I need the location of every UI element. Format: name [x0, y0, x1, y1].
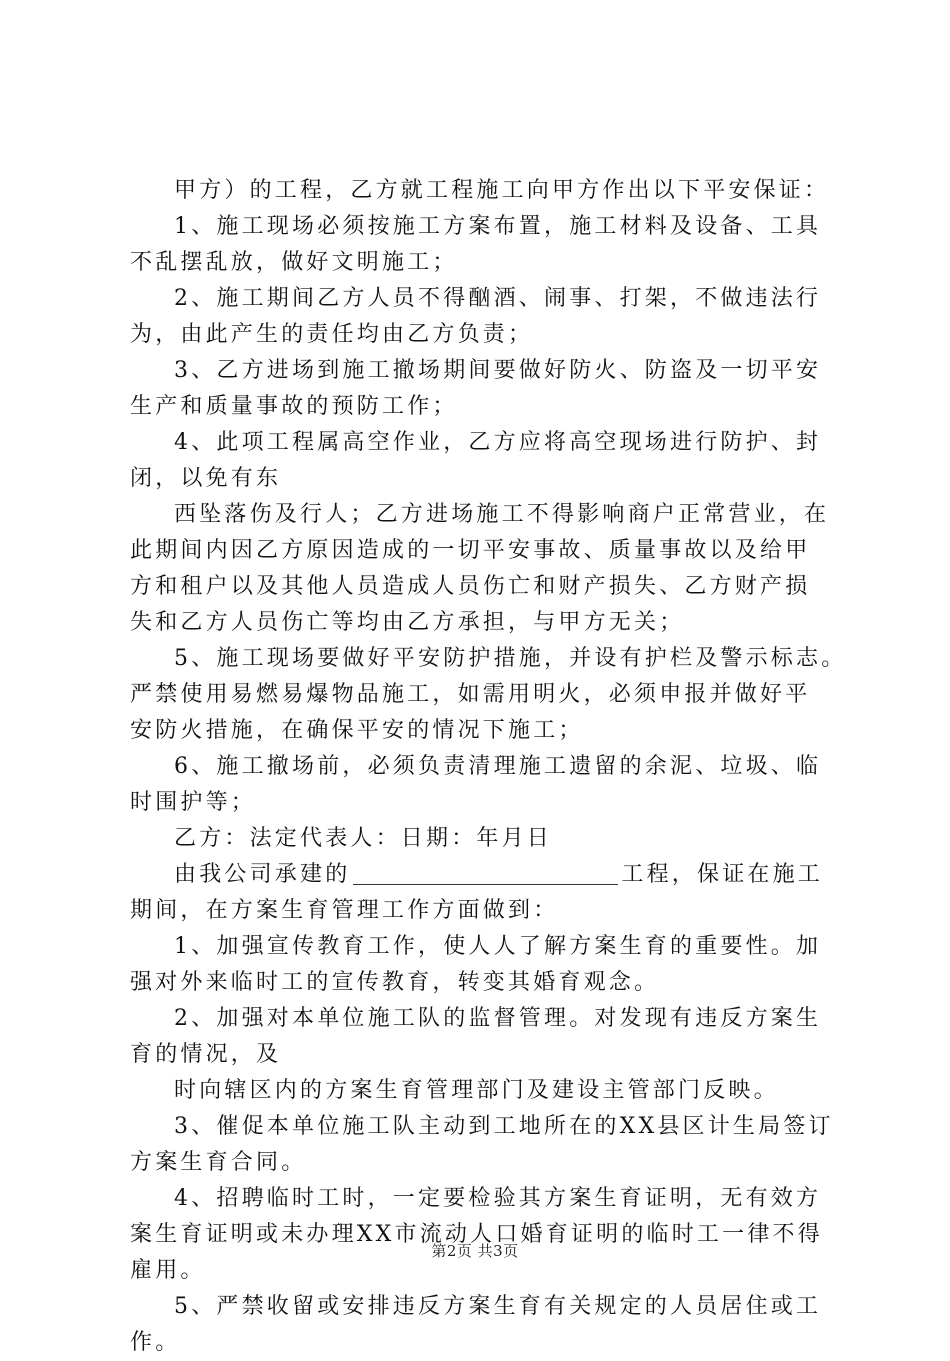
paragraph-block-safety: [130, 173, 847, 857]
page-footer: 第2页 共3页: [431, 1242, 519, 1260]
text-line: 4、此项工程属高空作业，乙方应将高空现场进行防护、封: [174, 430, 822, 455]
text-line: 严禁使用易燃易爆物品施工，如需用明火，必须申报并做好平: [130, 682, 811, 707]
text-line: 5、严禁收留或安排违反方案生育有关规定的人员居住或工: [174, 1294, 822, 1319]
text-line: 生产和质量事故的预防工作；: [130, 394, 458, 419]
text-line: 不乱摆乱放，做好文明施工；: [130, 250, 458, 275]
text-line: 方和租户以及其他人员造成人员伤亡和财产损失、乙方财产损: [130, 574, 811, 599]
text-line: 育的情况，及: [130, 1042, 282, 1067]
text-line: 6、施工撤场前，必须负责清理施工遗留的余泥、垃圾、临: [174, 754, 822, 779]
text-line: 3、乙方进场到施工撤场期间要做好防火、防盗及一切平安: [174, 358, 822, 383]
project-commitment-line: [130, 857, 835, 893]
text-line: 失和乙方人员伤亡等均由乙方承担，与甲方无关；: [130, 610, 685, 635]
text-line: 闭，以免有东: [130, 466, 282, 491]
text-line: 甲方）的工程，乙方就工程施工向甲方作出以下平安保证：: [174, 178, 830, 203]
text-line: 方案生育合同。: [130, 1150, 307, 1175]
text-line: 1、施工现场必须按施工方案布置，施工材料及设备、工具: [174, 214, 822, 239]
text-line: 4、招聘临时工时，一定要检验其方案生育证明，无有效方: [174, 1186, 822, 1211]
text-line: 安防火措施，在确保平安的情况下施工；: [130, 718, 584, 743]
text-line: 5、施工现场要做好平安防护措施，并设有护栏及警示标志。: [174, 646, 847, 671]
text-line: 3、催促本单位施工队主动到工地所在的XX县区计生局签订: [174, 1114, 834, 1139]
text-line: 此期间内因乙方原因造成的一切平安事故、质量事故以及给甲: [130, 538, 811, 563]
document-body: [130, 173, 847, 1361]
text-line: 雇用。: [130, 1258, 206, 1283]
text-line: 2、施工期间乙方人员不得酗酒、闹事、打架，不做违法行: [174, 286, 822, 311]
text-line: 时向辖区内的方案生育管理部门及建设主管部门反映。: [174, 1078, 779, 1103]
text-line: 2、加强对本单位施工队的监督管理。对发现有违反方案生: [174, 1006, 822, 1031]
project-name-blank: [353, 860, 618, 885]
text-line: 期间，在方案生育管理工作方面做到：: [130, 898, 559, 923]
text-line: 西坠落伤及行人；乙方进场施工不得影响商户正常营业，在: [174, 502, 830, 527]
project-line-suffix: 工程，保证在施工: [621, 862, 824, 887]
text-line: 时围护等；: [130, 790, 257, 815]
text-line: 乙方：法定代表人：日期：年月日: [174, 826, 553, 851]
text-line: 为，由此产生的责任均由乙方负责；: [130, 322, 534, 347]
project-line-prefix: 由我公司承建的: [174, 862, 351, 887]
paragraph-block-family-planning: [130, 893, 835, 1361]
text-line: 案生育证明或未办理XX市流动人口婚育证明的临时工一律不得: [130, 1222, 823, 1247]
text-line: 1、加强宣传教育工作，使人人了解方案生育的重要性。加: [174, 934, 822, 959]
text-line: 作。: [130, 1330, 181, 1355]
text-line: 强对外来临时工的宣传教育，转变其婚育观念。: [130, 970, 660, 995]
